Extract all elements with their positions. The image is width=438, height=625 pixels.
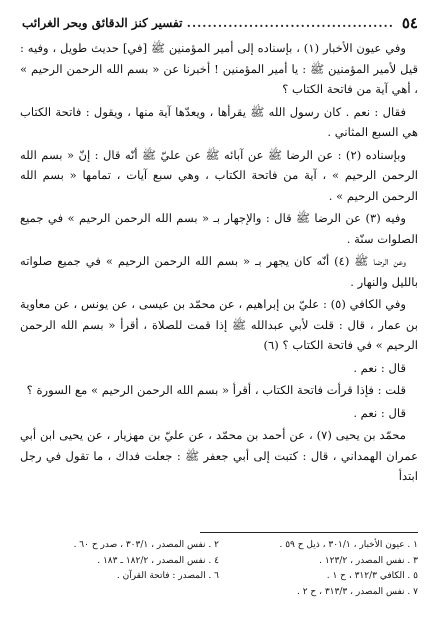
paragraph: وعن الرضا ﷺ (٤) أنّه كان يجهر بـ « بسم الله الرحمن الرحيم » في جميع صلواته بالليل والنهار . bbox=[20, 254, 418, 289]
header-leader-dots bbox=[186, 16, 393, 30]
footnote: ٢ . نفس المصدر ، ٣٠٣/١ ، صدر ح ٦٠ . bbox=[73, 540, 219, 550]
main-text bbox=[20, 38, 418, 487]
footnote-row bbox=[20, 585, 418, 601]
footnote: ٣ . نفس المصدر ، ١٢٣/٢ . bbox=[319, 555, 418, 566]
running-header bbox=[22, 12, 418, 34]
footnote-separator bbox=[200, 532, 418, 533]
paragraph: وبإسناده (٢) : عن الرضا ﷺ عن آبائه ﷺ عن عليّ ﷺ أنّه قال : إنّ « بسم الله الرحمن الرحيم » ، آية من فاتحة الكتاب ، وهي سبع آيات ، تمامها « بسم الله الرحمن الرحيم » . bbox=[20, 147, 418, 203]
footnote-row bbox=[20, 554, 418, 570]
paragraph: محمّد بن يحيى (٧) ، عن أحمد بن محمّد ، عن عليّ بن مهزيار ، عن يحيى ابن أبي عمران الهمداني ، قال : كتبت إلى أبي جعفر ﷺ : جعلت فداك ، ما تقول في رجل ابتدأ bbox=[20, 428, 418, 483]
footnote-row bbox=[20, 569, 418, 585]
footnote: ٤ . نفس المصدر ، ١٨٢/٢ ـ ١٨٣ . bbox=[97, 555, 219, 566]
paragraph: وفي الكافي (٥) : عليّ بن إبراهيم ، عن محمّد بن عيسى ، عن يونس ، عن معاوية بن عمار ، قال : قلت لأبي عبدالله ﷺ إذا قمت للصلاة ، أقرأ « بسم الله الرحمن الرحيم » في فاتحة الكتاب ؟ (٦) bbox=[20, 297, 418, 352]
footnote-row bbox=[20, 538, 418, 554]
footnote: ١ . عيون الأخبار ، ٣٠١/١ ، ذيل ح ٥٩ . bbox=[279, 540, 418, 550]
footnote bbox=[20, 585, 219, 601]
page-number: ٥٤ bbox=[401, 14, 418, 32]
footnote: ٥ . الكافي ٣١٢/٣ ، ح ١ . bbox=[326, 571, 418, 581]
footnote: ٦ . المصدر : فاتحة القرآن . bbox=[116, 571, 219, 581]
paragraph: وفيه (٣) عن الرضا ﷺ قال : والإجهار بـ « بسم الله الرحمن الرحيم » في جميع الصلوات سنّة . bbox=[20, 211, 418, 246]
paragraph: قال : نعم . bbox=[353, 360, 406, 375]
paragraph: قلت : فإذا قرأت فاتحة الكتاب ، أقرأ « بسم الله الرحمن الرحيم » مع السورة ؟ bbox=[26, 383, 406, 397]
book-title: تفسير كنز الدقائق وبحر الغرائب bbox=[22, 16, 183, 30]
footnotes bbox=[20, 538, 418, 600]
footnote: ٧ . نفس المصدر ، ٣١٣/٣ ، ح ٢ . bbox=[296, 586, 418, 597]
paragraph: فقال : نعم . كان رسول الله ﷺ يقرأها ، ويعدّها آية منها ، ويقول : فاتحة الكتاب هي السبع المثاني . bbox=[20, 104, 418, 139]
paragraph: وفي عيون الأخبار (١) ، بإسناده إلى أمير المؤمنين ﷺ [في] حديث طويل ، وفيه : قيل لأمير المؤمنين ﷺ : يا أمير المؤمنين ! أخبرنا عن « بسم الله الرحمن الرحيم » ، أهي آية من فاتحة الكتاب ؟ bbox=[20, 41, 418, 96]
paragraph: قال : نعم . bbox=[353, 405, 406, 420]
